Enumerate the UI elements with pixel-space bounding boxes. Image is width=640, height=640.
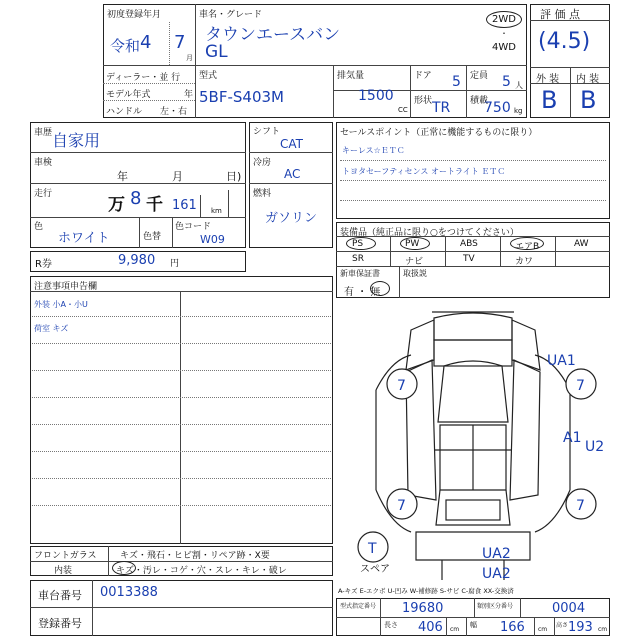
- notes-line2: 荷室 キズ: [34, 324, 69, 333]
- km-unit: km: [211, 207, 222, 215]
- inspection-label: 車検: [34, 158, 53, 168]
- equip-abs: ABS: [460, 239, 478, 249]
- name-grade-label: 車名・グレード: [199, 10, 263, 20]
- ext-value: B: [541, 86, 558, 114]
- tire-fl: 7: [397, 378, 406, 394]
- damage-ua2-a: UA2: [482, 546, 511, 562]
- class-label: 類別区分番号: [477, 603, 514, 610]
- color-label: 色: [34, 222, 44, 232]
- model-cert-value: 19680: [402, 601, 444, 616]
- shape-value: TR: [432, 100, 451, 116]
- dealer-label: ディーラー・並 行: [106, 73, 181, 83]
- int-label: 内 装: [576, 74, 600, 85]
- fuel-label: 燃料: [253, 189, 272, 199]
- paint-label: 色替: [143, 232, 162, 242]
- handle-label: ハンドル: [106, 107, 143, 117]
- color-code-label: 色コード: [175, 222, 212, 232]
- history-value: 自家用: [52, 131, 101, 150]
- width-value: 166: [500, 620, 525, 635]
- grade: GL: [205, 42, 228, 62]
- damage-a1: A1: [563, 430, 582, 446]
- disp-value: 1500: [358, 88, 394, 104]
- windshield-label: フロントガラス: [34, 551, 97, 561]
- first-reg-label: 初度登録年月: [107, 10, 162, 20]
- recycle-value: 9,980: [118, 253, 156, 268]
- recycle-label: R券: [35, 259, 52, 270]
- width-unit: cm: [538, 626, 548, 633]
- disp-unit: CC: [398, 106, 408, 114]
- disp-label: 排気量: [337, 71, 365, 81]
- spare-tire-t: T: [368, 541, 377, 557]
- manual-label: 取扱説: [403, 269, 427, 278]
- mileage-label: 走行: [34, 189, 53, 199]
- insp-year: 年: [117, 170, 128, 183]
- damage-u2: U2: [585, 439, 605, 455]
- insp-month: 月: [172, 170, 183, 183]
- interior-values: キズ・汚レ・コゲ・穴・スレ・キレ・破レ: [116, 566, 287, 576]
- spare-label: スペア: [360, 564, 390, 575]
- score-title: 評 価 点: [540, 8, 580, 21]
- mileage-sen: 千: [146, 195, 163, 215]
- color-value: ホワイト: [58, 231, 110, 246]
- equipment-title: 装備品（純正品に限り○をつけてください）: [340, 228, 519, 238]
- month-unit: 月: [186, 54, 193, 62]
- equip-pw: PW: [405, 239, 420, 249]
- type-value: 5BF-S403M: [199, 88, 284, 106]
- color-code: W09: [200, 233, 225, 246]
- length-unit: cm: [450, 626, 460, 633]
- model-year-label: モデル年式: [106, 90, 151, 100]
- shift-value: CAT: [280, 137, 303, 151]
- warranty-label: 新車保証書: [340, 269, 380, 278]
- damage-ua2-b: UA2: [482, 566, 511, 582]
- load-value: 750: [484, 100, 511, 116]
- chassis-value: 0013388: [100, 585, 158, 600]
- reg-year: 4: [140, 32, 152, 53]
- history-label: 車歴: [34, 128, 53, 138]
- handle-options: 左・右: [160, 107, 188, 117]
- length-value: 406: [418, 620, 443, 635]
- ac-value: AC: [284, 167, 301, 181]
- notes-title: 注意事項申告欄: [34, 282, 98, 292]
- shift-label: シフト: [253, 127, 281, 137]
- load-label: 積載: [470, 96, 489, 106]
- sales-line2: トヨタセーフティセンス オートライト ＥＴＣ: [342, 167, 506, 176]
- model-cert-label: 型式指定番号: [340, 603, 377, 610]
- drive-2wd: 2WD: [492, 14, 516, 25]
- score-value: (4.5): [538, 29, 591, 54]
- height-label: 高さ: [556, 622, 569, 629]
- fuel-value: ガソリン: [265, 211, 318, 226]
- equip-aw: AW: [574, 239, 589, 249]
- cap-label: 定員: [470, 71, 489, 81]
- mileage-man: 万: [108, 195, 125, 215]
- reg-month: 7: [174, 32, 186, 53]
- drive-4wd: 4WD: [492, 42, 516, 53]
- door-label: ドア: [414, 71, 432, 81]
- equip-ps: PS: [352, 239, 364, 249]
- tire-rl: 7: [397, 498, 406, 514]
- warranty-value: 有 ・ 無: [344, 287, 381, 298]
- mileage-8: 8: [130, 188, 142, 209]
- equip-airbag: エアB: [515, 242, 540, 252]
- drive-sep: ・: [500, 29, 508, 38]
- equip-navi: ナビ: [405, 257, 424, 267]
- insp-day: 日): [226, 170, 242, 183]
- era: 令和: [110, 37, 141, 55]
- height-unit: cm: [598, 626, 608, 633]
- equip-tv: TV: [463, 254, 475, 264]
- recycle-unit: 円: [170, 259, 180, 269]
- height-value: 193: [568, 620, 593, 635]
- windshield-values: キズ・飛石・ヒビ割・リペア跡・X要: [120, 551, 270, 561]
- damage-ua1: UA1: [547, 353, 576, 369]
- interior-label: 内装: [54, 566, 73, 576]
- year-unit: 年: [184, 90, 194, 100]
- int-value: B: [580, 86, 597, 114]
- load-unit: kg: [514, 107, 523, 115]
- chassis-label: 車台番号: [38, 589, 82, 602]
- sales-line1: キーレス☆ＥＴＣ: [342, 146, 405, 155]
- tire-rr: 7: [576, 498, 585, 514]
- type-label: 型式: [199, 71, 218, 81]
- legend: A-キズ E-エクボ U-凹み W-補修跡 S-サビ C-腐食 XX-交換済: [338, 587, 514, 595]
- equip-leather: カワ: [515, 257, 534, 267]
- length-label: 長さ: [384, 621, 398, 629]
- ac-label: 冷房: [253, 158, 272, 168]
- car-name: タウンエースバン: [205, 25, 341, 45]
- car-diagram: [336, 300, 610, 582]
- equip-sr: SR: [352, 254, 364, 264]
- notes-line1: 外装 小A・小U: [34, 300, 88, 309]
- door-value: 5: [452, 74, 461, 90]
- cap-unit: 人: [515, 81, 523, 90]
- class-value: 0004: [552, 601, 586, 616]
- shape-label: 形状: [414, 96, 433, 106]
- sales-title: セールスポイント（正常に機能するものに限り）: [340, 128, 538, 138]
- cap-value: 5: [502, 74, 511, 90]
- tire-fr: 7: [576, 378, 585, 394]
- mileage-rest: 161: [172, 198, 197, 213]
- ext-label: 外 装: [536, 74, 560, 85]
- width-label: 幅: [470, 621, 477, 629]
- reg-label: 登録番号: [38, 617, 82, 630]
